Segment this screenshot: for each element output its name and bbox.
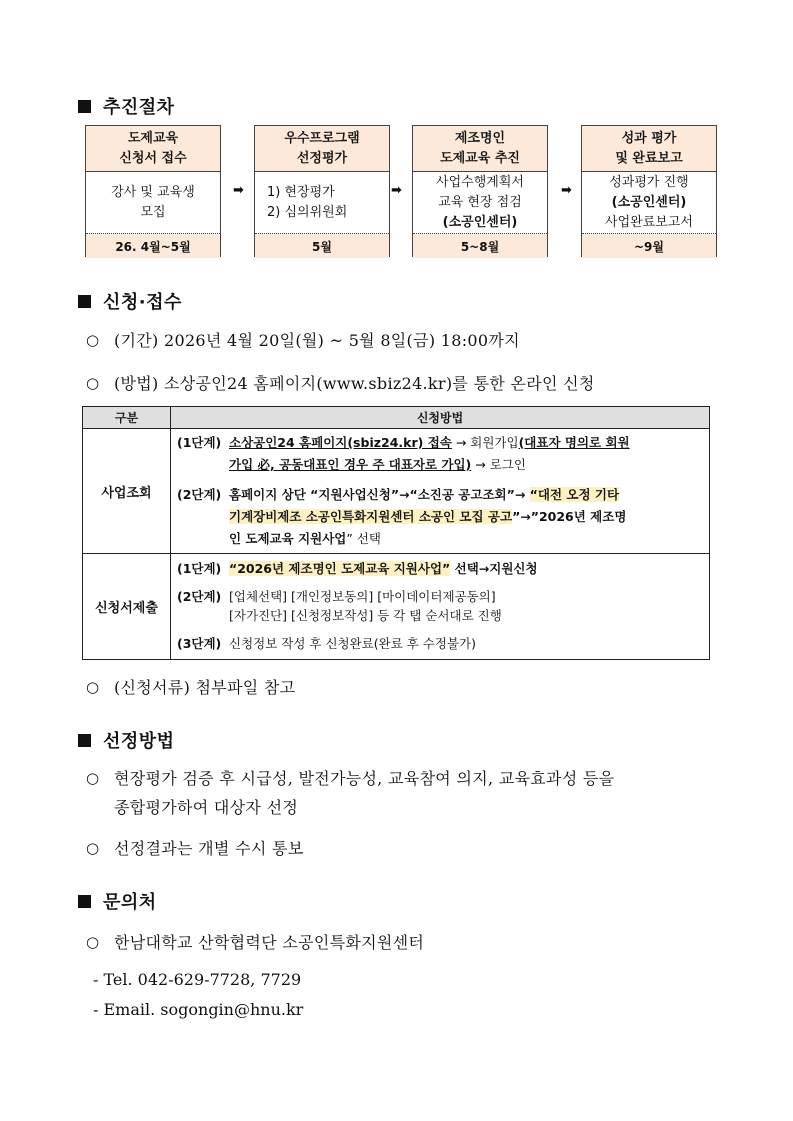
site-access-text: 소상공인24 홈페이지(sbiz24.kr) 접속 [229, 435, 452, 450]
step-desc-line3: (소공인센터) [442, 214, 518, 230]
process-step-2 [254, 125, 390, 257]
step-desc-line2: 교육 현장 점검 [438, 194, 522, 210]
step-title-line1: 우수프로그램 [284, 130, 360, 146]
step-title-line2: 신청서 접수 [119, 150, 187, 166]
circle-bullet-icon: ○ [86, 769, 100, 787]
step-title-line2: 및 완료보고 [615, 150, 683, 166]
step-title-line2: 도제교육 추진 [440, 150, 520, 166]
step-title-line1: 제조명인 [454, 130, 506, 146]
application-table [82, 406, 710, 660]
step-period: ~9월 [582, 234, 716, 258]
header-category: 구분 [83, 407, 171, 428]
right-arrow-icon: ➡ [233, 183, 244, 198]
step-desc-line2: 2) 심의위원회 [267, 204, 348, 220]
row-divider [83, 553, 709, 554]
apply-period: ○ (기간) 2026년 4월 20일(월) ~ 5월 8일(금) 18:00까지 [86, 326, 520, 355]
section-title-selection: 선정방법 [78, 727, 175, 753]
process-step-1 [85, 125, 221, 257]
right-arrow-icon: ➡ [391, 183, 402, 198]
header-method: 신청방법 [416, 411, 464, 425]
contact-org: ○ 한남대학교 산학협력단 소공인특화지원센터 [86, 928, 424, 957]
row-label-submission: 신청서제출 [83, 554, 171, 659]
circle-bullet-icon: ○ [86, 374, 100, 392]
selection-result: ○ 선정결과는 개별 수시 통보 [86, 834, 303, 863]
process-step-4 [581, 125, 717, 257]
contact-tel: - Tel. 042-629-7728, 7729 [93, 970, 302, 989]
section-title-process: 추진절차 [78, 93, 175, 119]
row2-step3: (3단계) 신청정보 작성 후 신청완료(완료 후 수정불가) [177, 636, 476, 651]
step-desc-line1: 강사 및 교육생 [111, 184, 195, 200]
circle-bullet-icon: ○ [86, 678, 100, 696]
contact-email: - Email. sogongin@hnu.kr [93, 1000, 304, 1019]
circle-bullet-icon: ○ [86, 331, 100, 349]
table-header [83, 407, 709, 429]
square-bullet-icon [78, 295, 91, 308]
step-title-line1: 도제교육 [127, 130, 179, 146]
row2-step1: (1단계) “2026년 제조명인 도제교육 지원사업” 선택→지원신청 [177, 561, 538, 576]
circle-bullet-icon: ○ [86, 839, 100, 857]
step-title-line2: 선정평가 [296, 150, 348, 166]
right-arrow-icon: ➡ [561, 183, 572, 198]
selection-criteria: ○ 현장평가 검증 후 시급성, 발전가능성, 교육참여 의지, 교육효과성 등을 종합평가하여 대상자 선정 [86, 764, 726, 822]
square-bullet-icon [78, 100, 91, 113]
row1-step2: (2단계) 홈페이지 상단 “지원사업신청”→“소진공 공고조회”→ “대전 오정 기타 기계장비제조 소공인특화지원센터 소공인 모집 공고”→”2026년 제조명 인 도제교육 지원사업” 선택 [177, 487, 627, 546]
step-desc-line1: 성과평가 진행 [609, 174, 689, 190]
apply-documents: ○ (신청서류) 첨부파일 참고 [86, 673, 295, 702]
step-desc-line1: 1) 현장평가 [267, 184, 335, 200]
section-title-apply: 신청·접수 [78, 288, 182, 314]
row2-step2: (2단계) [업체선택] [개인정보동의] [마이데이터제공동의] [자가진단] [신청정보작성] 등 각 탭 순서대로 진행 [177, 589, 502, 623]
step-desc-line3: 사업완료보고서 [605, 214, 693, 230]
step-desc-line1: 사업수행계획서 [436, 174, 524, 190]
apply-method: ○ (방법) 소상공인24 홈페이지(www.sbiz24.kr)를 통한 온라인 신청 [86, 369, 595, 398]
step-period: 26. 4월~5월 [86, 234, 220, 258]
step-period: 5~8월 [413, 234, 547, 258]
step-desc-line2: (소공인센터) [611, 194, 687, 210]
square-bullet-icon [78, 895, 91, 908]
row-label-business-lookup: 사업조회 [83, 429, 171, 553]
step-title-line1: 성과 평가 [621, 130, 677, 146]
section-title-contact: 문의처 [78, 888, 157, 914]
step-period: 5월 [255, 234, 389, 258]
process-step-3 [412, 125, 548, 257]
square-bullet-icon [78, 734, 91, 747]
row1-step1: (1단계) 소상공인24 홈페이지(sbiz24.kr) 접속 → 회원가입(대표자 명의로 회원 가입 必, 공동대표인 경우 주 대표자로 가입) → 로그인 [177, 435, 630, 472]
step-desc-line2: 모집 [140, 204, 166, 220]
circle-bullet-icon: ○ [86, 933, 100, 951]
